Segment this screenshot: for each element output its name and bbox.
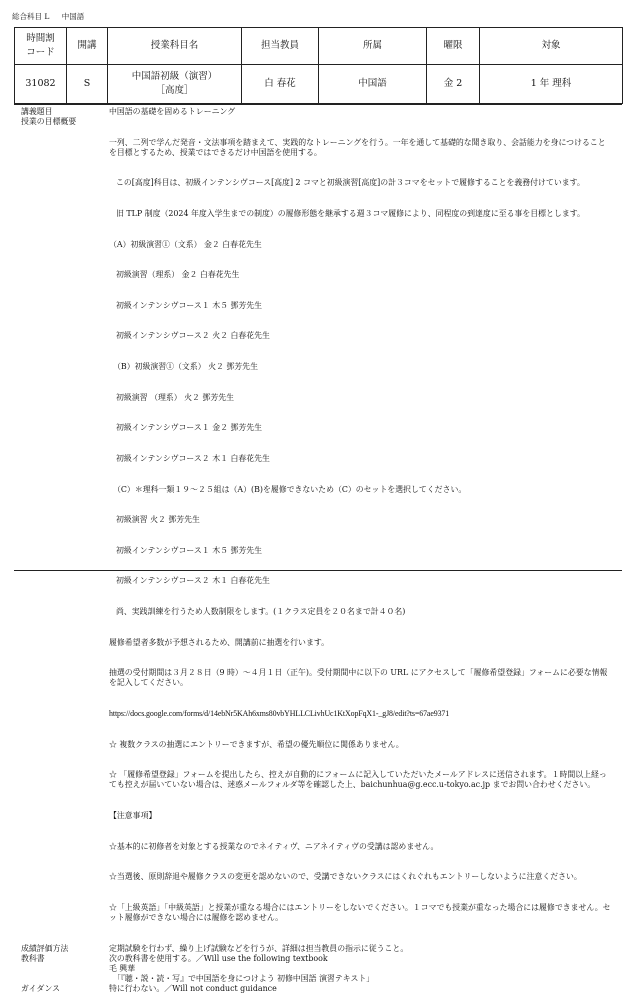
header-instructor: 担当教員: [242, 28, 319, 65]
overview-paragraph: 初級インテンシヴコース１ 金２ 鄧芳先生: [116, 423, 263, 433]
label-evaluation: 成績評価方法: [21, 943, 69, 953]
course-name-line1: 中国語初級（演習）: [131, 71, 218, 82]
overview-paragraph: 初級演習 （理系） 火２ 鄧芳先生: [116, 392, 234, 402]
overview-paragraph: （C）＊理科一類１９～２５組は（A）(B)を履修できないため（C）のセットを選択してください。: [113, 484, 467, 494]
header-code-line2: コード: [26, 47, 55, 58]
header-subject: 中国語: [61, 12, 85, 21]
overview-paragraph: 初級インテンシヴコース１ 木５ 鄧芳先生: [116, 300, 263, 310]
table-row: [15, 65, 623, 104]
cell-instructor: 白 春花: [242, 65, 319, 104]
cell-semester: S: [67, 65, 108, 104]
overview-paragraph: 履修希望者多数が予想されるため、開講前に抽選を行います。: [109, 637, 329, 647]
overview-paragraph: 旧 TLP 制度（2024 年度入学生までの制度）の履修形態を継承する週３コマ履修により、同程度の到達度に至る事を目標とします。: [116, 209, 585, 219]
syllabus-body: [14, 104, 622, 994]
label-overview: 授業の目標概要: [21, 117, 77, 127]
overview-paragraph: ☆当選後、原則辞退や履修クラスの変更を認めないので、受講できないクラスにはくれぐれもエントリーしないように注意ください。: [109, 872, 582, 882]
overview-paragraph: 初級演習（理系） 金２ 白春花先生: [116, 270, 240, 280]
overview-paragraph: ☆ 複数クラスの抽選にエントリーできますが、希望の優先順位に関係ありません。: [109, 739, 404, 749]
page-header: [12, 12, 94, 21]
header-course: 授業科目名: [108, 28, 242, 65]
notes-heading: 【注意事項】: [109, 811, 157, 821]
overview-paragraph: ☆「上級英語」「中級英語」と授業が重なる場合にはエントリーをしないでください。１コマでも授業が重なった場合には履修できません。セット履修ができない場合には履修を認めません。: [109, 902, 611, 923]
textbook-author: 毛 興華: [109, 964, 136, 974]
overview-paragraph: 初級演習 火２ 鄧芳先生: [116, 515, 200, 525]
cell-period: 金 2: [427, 65, 480, 104]
cell-course: [108, 65, 242, 104]
header-category: 総合科目 L: [12, 12, 50, 21]
table-header-row: [15, 28, 623, 65]
header-code-line1: 時間割: [26, 33, 55, 44]
course-name-line2: ［高度］: [155, 85, 194, 96]
textbook-line: 次の教科書を使用する。／Will use the following textbook: [109, 953, 328, 963]
field-contents: [109, 107, 611, 995]
label-textbook: 教科書: [21, 954, 45, 964]
evaluation-text: 定期試験を行わず、繰り上げ試験などを行うが、詳細は担当教員の指示に従うこと。: [109, 943, 409, 953]
label-spacer: [21, 127, 109, 944]
header-target: 対象: [480, 28, 623, 65]
overview-paragraph: 初級インテンシヴコース２ 火２ 白春花先生: [116, 331, 270, 341]
overview-paragraph: 一列、二列で学んだ発音・文法事項を踏まえて、実践的なトレーニングを行う。一年を通して基礎的な聞き取り、会話能力を身につけることを目標とするため、授業ではできるだけ中国語を使用する。: [109, 137, 606, 157]
header-semester: 開講: [67, 28, 108, 65]
cell-department: 中国語: [319, 65, 427, 104]
label-guidance: ガイダンス: [21, 983, 61, 993]
header-department: 所属: [319, 28, 427, 65]
overview-paragraph: 初級インテンシヴコース１ 木５ 鄧芳先生: [116, 545, 263, 555]
course-title: 中国語の基礎を固めるトレーニング: [109, 107, 236, 116]
overview-paragraph: 尚、実践訓練を行うため人数制限をします。(１クラス定員を２０名まで計４０名): [116, 606, 406, 616]
overview-paragraph: ☆基本的に初修者を対象とする授業なのでネイティヴ、ニアネイティヴの受講は認めません。: [109, 841, 439, 851]
guidance-text: 特に行わない。／Will not conduct guidance: [109, 984, 277, 994]
overview-paragraph: ☆ 「履修希望登録」フォームを提出したら、控えが自動的にフォームに記入していただいたメールアドレスに送信されます。１時間以上経っても控えが届いていない場合は、迷惑メールフォルダ等を確認した上、baichunhua@g.ecc.u-tokyo.ac.jp までお問い合わせください。: [109, 770, 607, 790]
field-labels: [21, 107, 109, 994]
textbook-title: 「『聴・説・読・写』で中国語を身につけよう 初修中国語 演習テキスト」: [113, 974, 375, 984]
overview-paragraph: 初級インテンシヴコース２ 木１ 白春花先生: [116, 453, 270, 463]
label-spacer: [21, 964, 109, 984]
overview-paragraph: （B）初級演習①（文系） 火２ 鄧芳先生: [113, 362, 258, 372]
overview-paragraph: 初級インテンシヴコース２ 木１ 白春花先生: [116, 576, 270, 586]
header-period: 曜限: [427, 28, 480, 65]
registration-form-link[interactable]: https://docs.google.com/forms/d/14ebNr5KAh6xms80vbYHLLCLivhUc1KtXopFqX1-_gJ8/edit?ts=67ae9371: [109, 708, 450, 718]
overview-paragraph: この[高度]科目は、初級インテンシヴコース[高度] 2 コマと初級演習[高度]の計３コマをセットで履修することを義務付けています。: [116, 178, 585, 188]
overview-block: [109, 117, 611, 943]
cell-target: 1 年 理科: [480, 65, 623, 104]
label-title: 講義題目: [21, 107, 53, 116]
header-code: [15, 28, 67, 65]
course-info-table: [14, 27, 623, 104]
overview-paragraph: 抽選の受付期間は３月２８日（9 時）〜４月１日（正午)。受付期間中に以下の URL にアクセスして「履修希望登録」フォームに必要な情報を記入してください。: [109, 668, 608, 688]
overview-paragraph: （A）初級演習①（文系） 金２ 白春花先生: [109, 239, 262, 249]
cell-code: 31082: [15, 65, 67, 104]
